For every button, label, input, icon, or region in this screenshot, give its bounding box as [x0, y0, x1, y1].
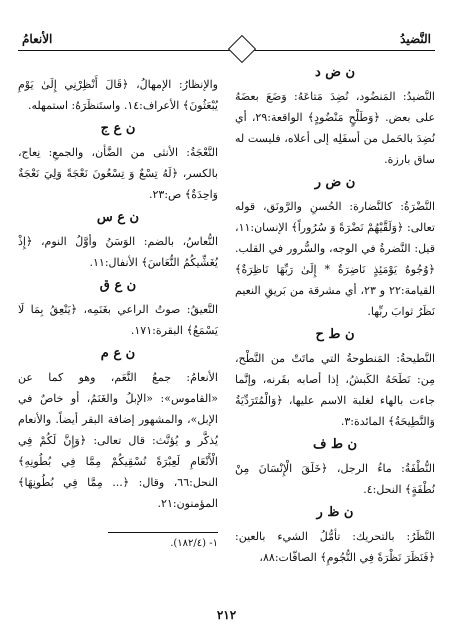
- entry: [18, 74, 218, 116]
- entry-text: النُّطْفَةُ: ماءُ الرجل، ﴿خَلَقَ الْإِنْسَانَ مِنْ نُطْفَةٍ﴾ النحل:٤.: [235, 462, 435, 496]
- root-heading: ن ع م: [100, 346, 136, 361]
- entry-text: النَّضْرَةُ: كالنَّضارة: الحُسنِ والرَّونَق، قوله تعالى: ﴿وَلَقَّيْهُمْ نَضْرَةً وَ سُرُوراً﴾ الإنسان:١١، قيل: النَّضرةُ في الوجه، والسُّرور في القلب. ﴿وُجُوهٌ يَوْمَئِذٍ نَاضِرَةٌ * إِلَىٰ رَبِّهَا نَاظِرَةٌ﴾ القيامة:٢٢ و ٢٣، أي مشرقة من بَريقِ النعيم نَظَرُ ثوابَ ربِّها.: [235, 200, 435, 318]
- root-heading: ن ظ ر: [316, 505, 354, 520]
- entry-text: النَّظَرُ: بالتحريك: تأمُّلُ الشيء بالعين: ﴿فَنَظَرَ نَظْرَةً فِي النُّجُومِ﴾ الصافّات:٨٨،: [235, 530, 435, 564]
- entry: [18, 343, 218, 514]
- entry: [18, 118, 218, 205]
- entry-text: النَّعْجَةُ: الأنثى من الضَّأن، والجمعِ: نِعاج، بالكسر، ﴿لَهُ تِسْعٌ وَ تِسْعُونَ نَعْجَةً وَلِيَ نَعْجَةٌ وَاحِدَةٌ﴾ ص:٢٣.: [18, 146, 218, 201]
- entry: [235, 324, 435, 432]
- entry: [235, 62, 435, 170]
- page-number: ٢١٢: [216, 608, 237, 622]
- entry-text: النَّضيدُ: المَنضُود، نُضِدَ مَتاعَهُ: وَضَعَ بعضَهُ على بعض. ﴿وَطَلْحٍ مَنْضُودٍ﴾ الواقعة:٢٩، أي نُضِدَ بالحَمل من أسفَلِه إلى أعلاه، فليست له ساق بارزة.: [235, 90, 436, 166]
- root-heading: ن ع ج: [100, 121, 136, 136]
- root-heading: ن ع س: [96, 210, 140, 225]
- root-heading: ن ع ق: [99, 278, 137, 293]
- entry: [235, 172, 435, 322]
- entry-text: النَّعيقُ: صوتُ الراعي بغَنَمِه، ﴿يَنْعِقُ بِمَا لَا يَسْمَعُ﴾ البقرة:١٧١.: [18, 303, 218, 337]
- page-header: [18, 6, 435, 46]
- running-title-right: النَّضيدُ: [400, 32, 431, 46]
- entry: [18, 275, 218, 341]
- left-column: [18, 74, 218, 551]
- entry: [18, 207, 218, 273]
- running-title-left: الأنعامُ: [22, 32, 53, 46]
- header-rule: [18, 50, 435, 51]
- entry: [235, 434, 435, 500]
- entry-text: النُّعاسُ، بالضم: الوَسَنُ وأوَّلُ النوم، ﴿إِذْ يُغَشِّيكُمُ النُّعَاسَ﴾ الأنفال:١١.: [18, 235, 218, 269]
- root-heading: ن ط ف: [312, 437, 358, 452]
- right-column: [235, 60, 435, 568]
- root-heading: ن ض ر: [314, 175, 356, 190]
- entry: [235, 502, 435, 568]
- root-heading: ن ط ح: [315, 327, 355, 342]
- footnote: ١- (١٨٢/٤).: [170, 538, 218, 549]
- entry-text: النَّطيحةُ: المَنطوحةُ التي ماتَتْ من النَّطْح، مِن: نَطَحَهُ الكَبشُ، إذا أصابه بقَرنه، وإنَّما جاءت بالهاء لغلبة الاسم عليها، ﴿وَالْمُتَرَدِّيَةُ وَالنَّطِيحَةُ﴾ المائدة:٣.: [235, 352, 435, 428]
- entry-text: والإنظارُ: الإمهالُ، ﴿قَالَ أَنْظِرْنِي إِلَىٰ يَوْمِ يُبْعَثُونَ﴾ الأعراف:١٤. واستَنظَرَهُ: استمهله.: [18, 78, 218, 112]
- entry-text: الأنعامُ: جمعُ النَّعَم، وهو كما عن «القاموس»: «الإبلُ والغَنَمُ، أو خاصٌ في الإبل»، والمشهور إضافة البقر أيضاً. والأنعام يُذكَّر و يُؤنَّث: قال تعالى: ﴿وَإِنَّ لَكُمْ فِي الْأَنْعَامِ لَعِبْرَةً نُسْقِيكُمْ مِمَّا فِي بُطُونِهِ﴾ النحل:٦٦، وقال: ﴿... مِمَّا فِي بُطُونِهَا﴾ المؤمنون:٢١.: [18, 371, 218, 510]
- root-heading: ن ض د: [314, 65, 356, 80]
- footnote-rule: [108, 532, 218, 533]
- diamond-ornament-icon: [228, 35, 256, 63]
